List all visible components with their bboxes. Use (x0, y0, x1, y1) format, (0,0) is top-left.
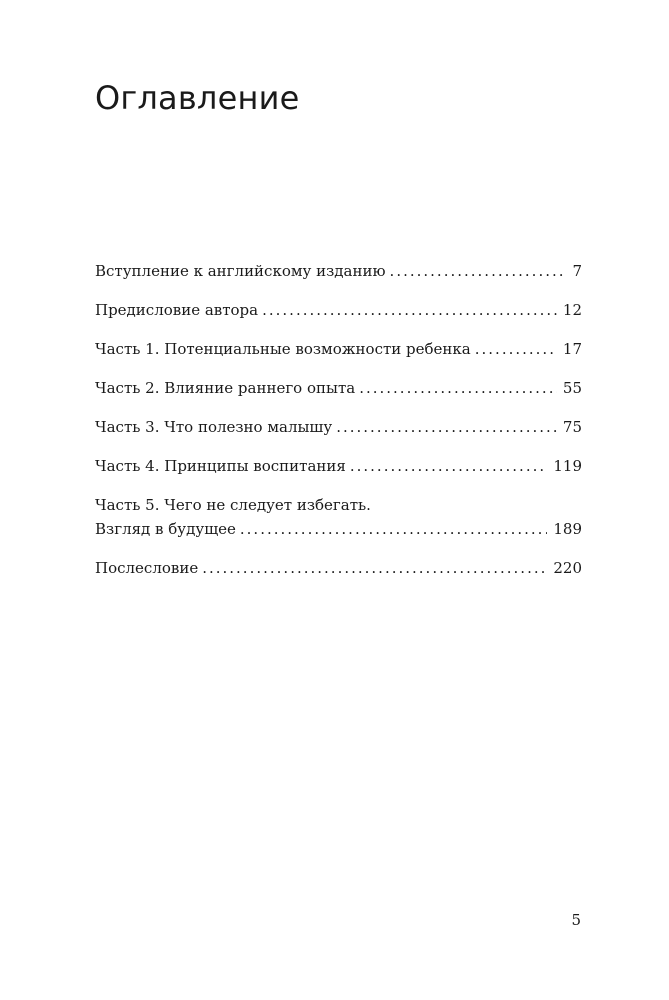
toc-entry-intro-english-edition[interactable] (95, 259, 582, 283)
dot-leader (262, 298, 557, 322)
toc-entry-page: 55 (562, 379, 582, 397)
toc-entry-page: 17 (562, 340, 582, 358)
toc-entry-page: 189 (553, 520, 582, 538)
page-title: Оглавление (95, 79, 300, 117)
toc-entry-part-4[interactable] (95, 454, 582, 478)
dot-leader (475, 337, 557, 361)
dot-leader (202, 556, 547, 580)
toc-entry-page: 119 (553, 457, 582, 475)
dot-leader (390, 259, 567, 283)
toc-entry-title-line1: Часть 5. Чего не следует избегать. (95, 496, 371, 514)
page-number: 5 (571, 911, 581, 929)
toc-entry-title: Вступление к английскому изданию (95, 262, 386, 280)
toc-entry-title: Послесловие (95, 559, 199, 577)
toc-entry-part-3[interactable] (95, 415, 582, 439)
dot-leader (350, 454, 548, 478)
toc-entry-part-1[interactable] (95, 337, 582, 361)
toc-entry-part-5[interactable] (95, 493, 582, 541)
dot-leader (336, 415, 557, 439)
table-of-contents (95, 259, 582, 595)
toc-entry-page: 220 (553, 559, 582, 577)
toc-entry-author-preface[interactable] (95, 298, 582, 322)
dot-leader (240, 517, 547, 541)
toc-entry-title: Предисловие автора (95, 301, 259, 319)
toc-entry-part-2[interactable] (95, 376, 582, 400)
toc-entry-title: Часть 1. Потенциальные возможности ребенка (95, 340, 471, 358)
toc-entry-title: Часть 3. Что полезно малышу (95, 418, 333, 436)
toc-entry-page: 7 (572, 262, 582, 280)
toc-entry-title: Взгляд в будущее (95, 520, 236, 538)
dot-leader (359, 376, 557, 400)
toc-entry-title: Часть 4. Принципы воспитания (95, 457, 346, 475)
toc-entry-afterword[interactable] (95, 556, 582, 580)
toc-entry-page: 12 (562, 301, 582, 319)
toc-entry-page: 75 (562, 418, 582, 436)
toc-entry-title: Часть 2. Влияние раннего опыта (95, 379, 356, 397)
